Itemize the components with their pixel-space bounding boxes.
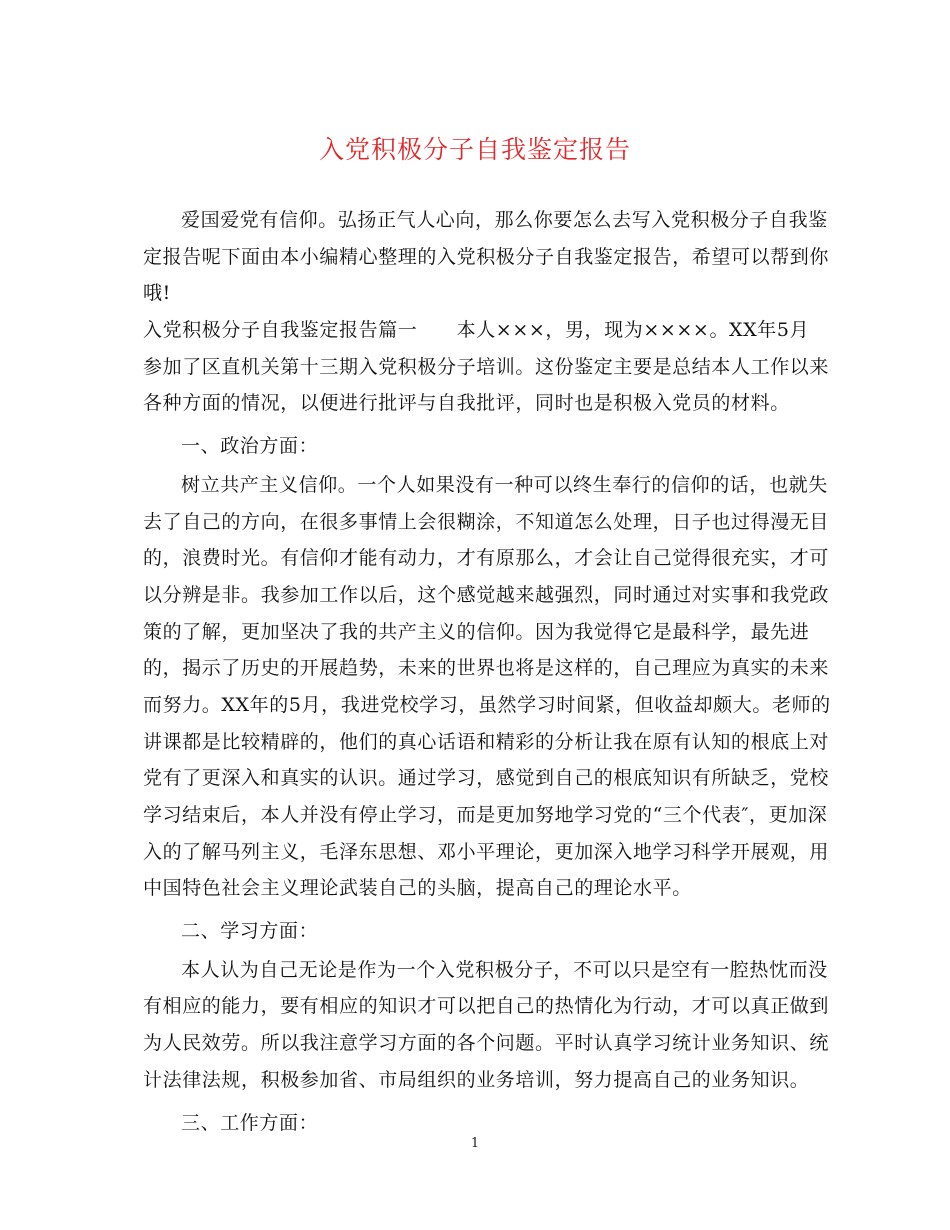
paragraph-line: 计法律法规，积极参加省、市局组织的业务培训，努力提高自己的业务知识。	[143, 1068, 810, 1091]
paragraph-line: 以分辨是非。我参加工作以后，这个感觉越来越强烈，同时通过对实事和我党政	[143, 583, 830, 606]
paragraph-line: 爱国爱党有信仰。弘扬正气人心向，那么你要怎么去写入党积极分子自我鉴	[181, 209, 828, 231]
paragraph-line: 入的了解马列主义，毛泽东思想、邓小平理论，更加深入地学习科学开展观，用	[143, 840, 830, 863]
paragraph-line: 有相应的能力，要有相应的知识才可以把自己的热情化为行动，才可以真正做到	[143, 995, 830, 1018]
document-title: 入党积极分子自我鉴定报告	[318, 135, 631, 164]
document-body	[143, 202, 831, 1143]
paragraph-line: 参加了区直机关第十三期入党积极分子培训。这份鉴定主要是总结本人工作以来	[143, 355, 830, 378]
paragraph-line: 学习结束后，本人并没有停止学习，而是更加努地学习党的“三个代表″，更加深	[143, 804, 828, 826]
paragraph-line: 定报告呢下面由本小编精心整理的入党积极分子自我鉴定报告，希望可以帮到你	[143, 245, 830, 268]
section-heading: 二、学习方面：	[181, 920, 319, 943]
paragraph-line: 策的了解，更加坚决了我的共产主义的信仰。因为我觉得它是最科学，最先进	[143, 620, 810, 643]
paragraph-line: 的，浪费时光。有信仰才能有动力，才有原那么，才会让自己觉得很充实，才可	[143, 547, 830, 570]
paragraph-line: 树立共产主义信仰。一个人如果没有一种可以终生奉行的信仰的话，也就失	[181, 473, 828, 496]
paragraph-line: 党有了更深入和真实的认识。通过学习，感觉到自己的根底知识有所缺乏，党校	[143, 767, 830, 790]
paragraph-line: 为人民效劳。所以我注意学习方面的各个问题。平时认真学习统计业务知识、统	[143, 1032, 830, 1055]
section-heading: 三、工作方面：	[181, 1111, 319, 1134]
paragraph-line: 中国特色社会主义理论武装自己的头脑，提高自己的理论水平。	[143, 877, 692, 900]
paragraph-line: 本人认为自己无论是作为一个入党积极分子，不可以只是空有一腔热忱而没	[181, 958, 828, 981]
paragraph-line: 讲课都是比较精辟的，他们的真心话语和精彩的分析让我在原有认知的根底上对	[143, 730, 830, 753]
section-heading: 一、政治方面：	[181, 435, 319, 458]
paragraph-line: 入党积极分子自我鉴定报告篇一 本人×××，男，现为××××。XX年5月	[143, 319, 810, 342]
paragraph-line: 而努力。XX年的5月，我进党校学习，虽然学习时间紧，但收益却颇大。老师的	[143, 693, 831, 716]
paragraph-line: 去了自己的方向，在很多事情上会很糊涂，不知道怎么处理，日子也过得漫无目	[143, 510, 830, 533]
paragraph-line: 各种方面的情况，以便进行批评与自我批评，同时也是积极入党员的材料。	[143, 392, 790, 415]
page-number: 1	[470, 1136, 480, 1151]
paragraph-line: 哦!	[143, 282, 171, 305]
paragraph-line: 的，揭示了历史的开展趋势，未来的世界也将是这样的，自己理应为真实的未来	[143, 657, 830, 680]
